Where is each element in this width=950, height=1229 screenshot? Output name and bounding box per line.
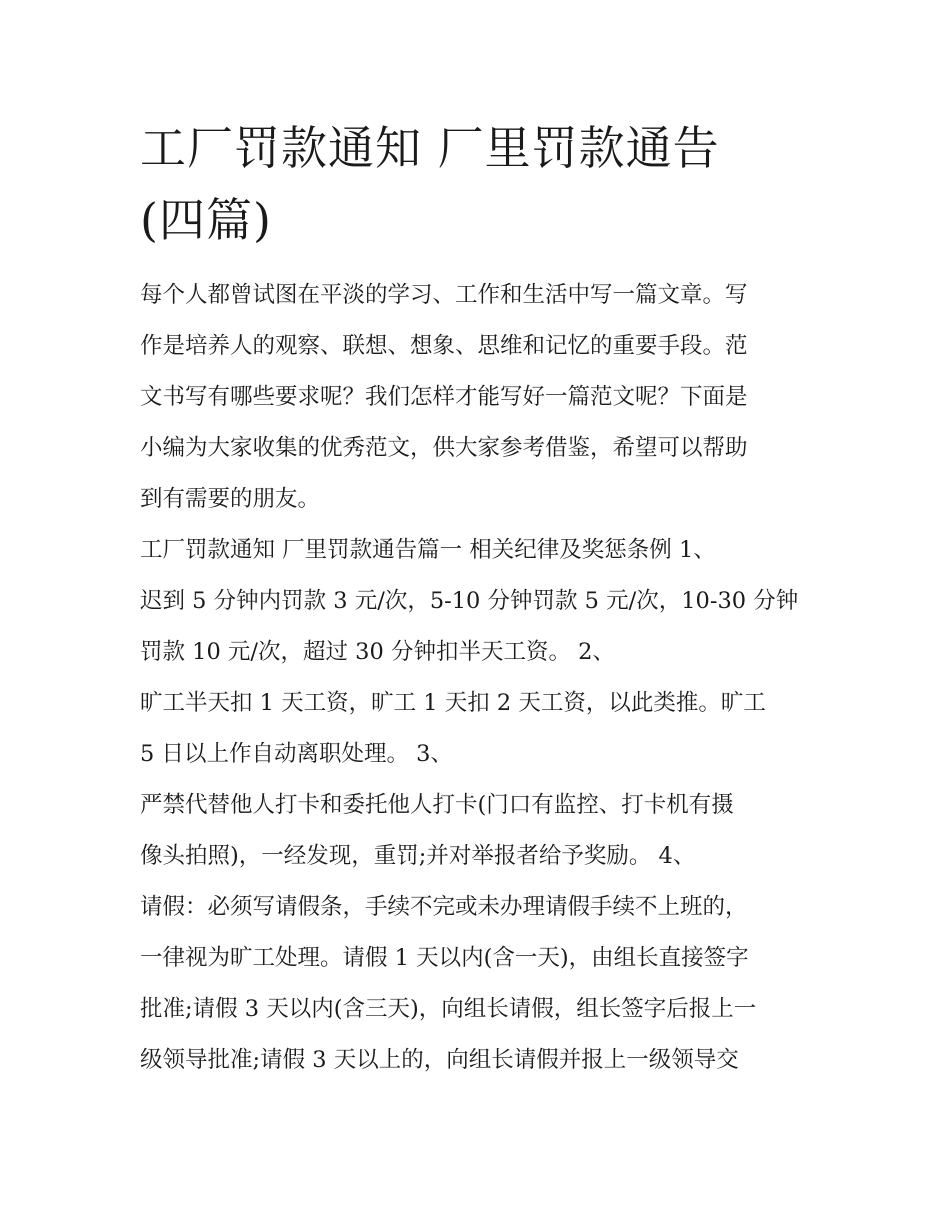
body-line: 作是培养人的观察、联想、想象、思维和记忆的重要手段。范 [140,333,748,359]
body-line: 到有需要的朋友。 [140,486,321,512]
body-line: 小编为大家收集的优秀范文，供大家参考借鉴，希望可以帮助 [140,435,748,461]
body-line: 罚款 10 元/次，超过 30 分钟扣半天工资。 2、 [140,639,615,665]
body-line: 每个人都曾试图在平淡的学习、工作和生活中写一篇文章。写 [140,282,748,308]
body-line: 文书写有哪些要求呢？我们怎样才能写好一篇范文呢？下面是 [140,384,748,410]
body-line: 严禁代替他人打卡和委托他人打卡(门口有监控、打卡机有摄 [140,792,734,818]
document-content [140,112,820,1086]
body-line: 5 日以上作自动离职处理。 3、 [140,741,453,767]
body-line: 请假：必须写请假条，手续不完或未办理请假手续不上班的， [140,894,748,920]
body-line: 级领导批准;请假 3 天以上的，向组长请假并报上一级领导交 [140,1047,739,1073]
body-line: 旷工半天扣 1 天工资，旷工 1 天扣 2 天工资，以此类推。旷工 [140,690,766,716]
document-body [140,270,820,1086]
body-line: 像头拍照)，一经发现，重罚;并对举报者给予奖励。 4、 [140,843,696,869]
body-line: 一律视为旷工处理。请假 1 天以内(含一天)，由组长直接签字 [140,945,749,971]
body-line: 工厂罚款通知 厂里罚款通告篇一 相关纪律及奖惩条例 1、 [140,537,716,563]
document-title [140,112,820,256]
title-line: 工厂罚款通知 厂里罚款通告 [140,121,720,175]
body-line: 迟到 5 分钟内罚款 3 元/次，5-10 分钟罚款 5 元/次，10-30 分钟 [140,588,799,614]
title-line: (四篇) [140,193,272,247]
body-line: 批准;请假 3 天以内(含三天)，向组长请假，组长签字后报上一 [140,996,757,1022]
